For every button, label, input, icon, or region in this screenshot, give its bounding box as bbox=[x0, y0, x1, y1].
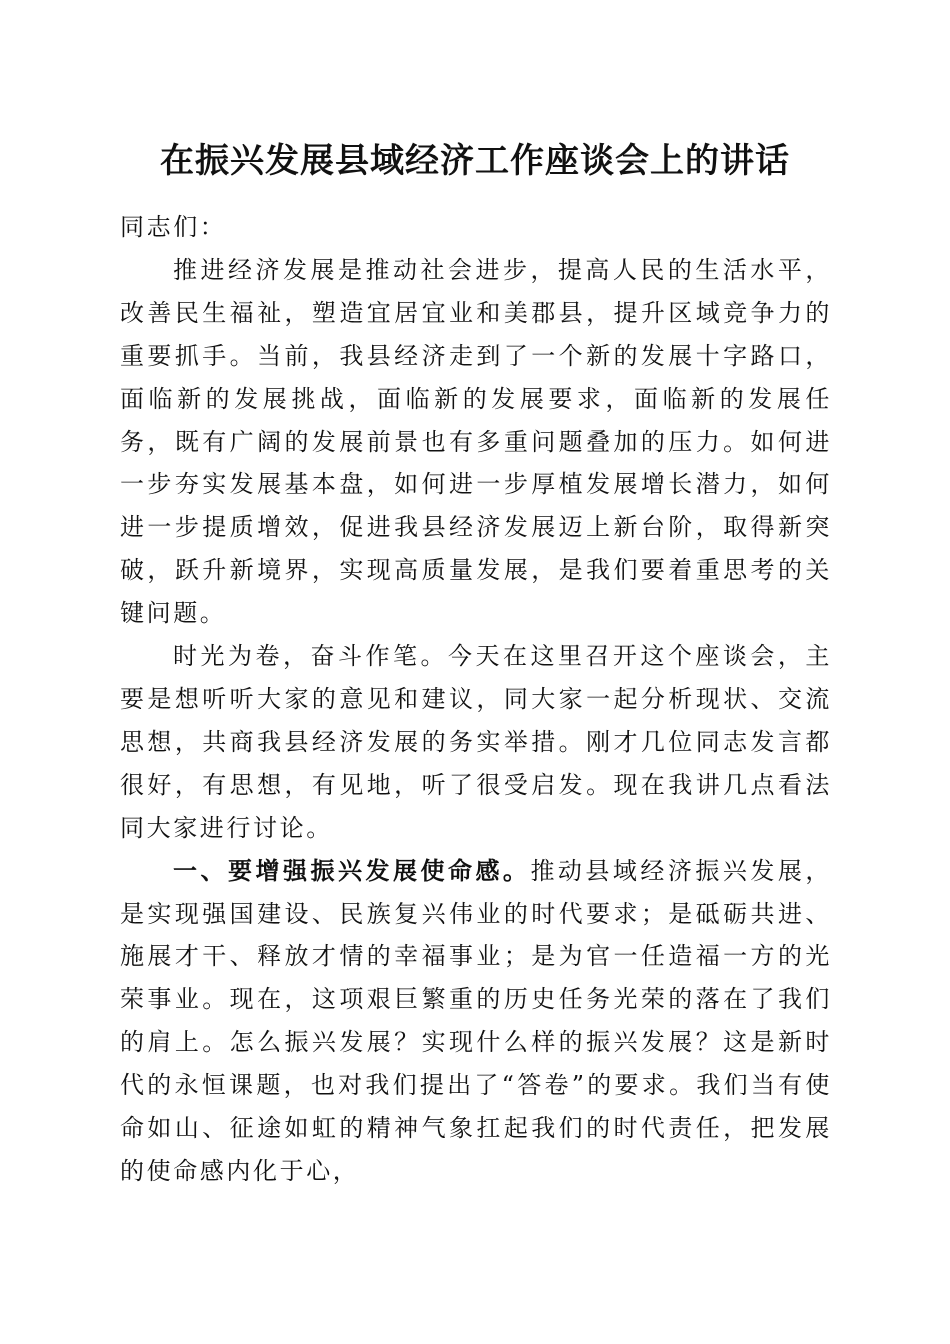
paragraph-2-text: 时光为卷，奋斗作笔。今天在这里召开这个座谈会，主要是想听听大家的意见和建议，同大家一起分析现状、交流思想，共商我县经济发展的务实举措。刚才几位同志发言都很好，有思想，有见地，听了很受启发。现在我讲几点看法同大家进行讨论。 bbox=[120, 642, 832, 842]
paragraph-2 bbox=[120, 635, 832, 850]
paragraph-1 bbox=[120, 249, 832, 635]
paragraph-3-text: 推动县域经济振兴发展，是实现强国建设、民族复兴伟业的时代要求；是砥砺共进、施展才干、释放才情的幸福事业；是为官一任造福一方的光荣事业。现在，这项艰巨繁重的历史任务光荣的落在了我们的肩上。怎么振兴发展？实现什么样的振兴发展？这是新时代的永恒课题，也对我们提出了“答卷”的要求。我们当有使命如山、征途如虹的精神气象扛起我们的时代责任，把发展的使命感内化于心， bbox=[120, 856, 832, 1185]
section-heading-1: 一、要增强振兴发展使命感。 bbox=[173, 856, 531, 885]
paragraph-3 bbox=[120, 850, 832, 1193]
page-title: 在振兴发展县域经济工作座谈会上的讲话 bbox=[160, 141, 790, 181]
greeting: 同志们： bbox=[120, 213, 227, 241]
document-body bbox=[120, 206, 832, 1193]
paragraph-1-text: 推进经济发展是推动社会进步，提高人民的生活水平，改善民生福祉，塑造宜居宜业和美郡县，提升区域竞争力的重要抓手。当前，我县经济走到了一个新的发展十字路口，面临新的发展挑战，面临新的发展要求，面临新的发展任务，既有广阔的发展前景也有多重问题叠加的压力。如何进一步夯实发展基本盘，如何进一步厚植发展增长潜力，如何进一步提质增效，促进我县经济发展迈上新台阶，取得新突破，跃升新境界，实现高质量发展，是我们要着重思考的关键问题。 bbox=[120, 255, 832, 628]
